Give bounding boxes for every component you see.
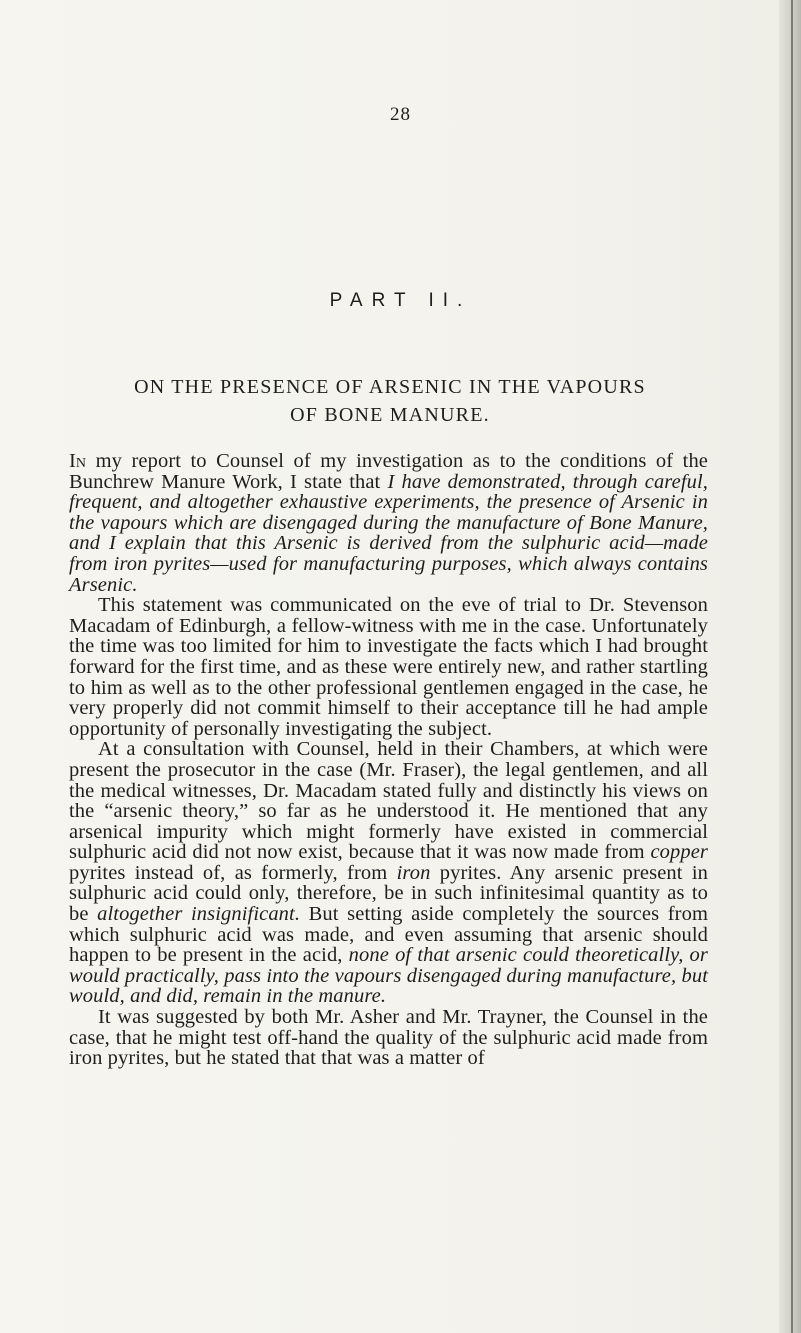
page-number: 28 xyxy=(390,104,411,125)
page-edge-shadow xyxy=(779,0,801,1333)
part-heading: PART II. xyxy=(329,290,472,311)
paragraph-3 xyxy=(69,739,708,1007)
chapter-title-line-2: OF BONE MANURE. xyxy=(290,404,490,426)
paragraph-3-italic-conclusion: none of that arsenic could theoretically, or would practically, pass into the vapours disengaged during manufacture, but would, and did, remain in the manure. xyxy=(69,944,708,1008)
paragraph-2: This statement was communicated on the eve of trial to Dr. Stevenson Macadam of Edinburgh, a fellow-witness with me in the case. Unfortunately the time was too limited for him to investigate the facts which I had brought forward for the first time, and as these were entirely new, and rather startling to him as well as to the other professional gentlemen engaged in the case, he very properly did not commit himself to their acceptance till he had ample opportunity of personally investigating the subject. xyxy=(69,594,708,740)
paragraph-3-italic-copper: copper xyxy=(650,841,708,864)
paragraph-1-text: my report to Counsel of my investigation as to the conditions of the Bunchrew Manure Work, I state that xyxy=(69,450,708,493)
chapter-title xyxy=(70,373,710,429)
page-edge-line xyxy=(791,0,793,1333)
paragraph-3-text-a: At a consultation with Counsel, held in their Chambers, at which were present the prosecutor in the case (Mr. Fraser), the legal gentlemen, and all the medical witnesses, Dr. Macadam stated fully and distinctly his views on the “arsenic theory,” so far as he understood it. He mentioned that any arsenical impurity which might formerly have existed in commercial sulphuric acid did not now exist, because that it was now made from xyxy=(69,738,708,864)
paragraph-3-text-c: pyrites. Any arsenic present in sulphuric acid could only, therefore, be in such infinitesimal quantity as to be xyxy=(69,861,708,926)
paragraph-4: It was suggested by both Mr. Asher and Mr. Trayner, the Counsel in the case, that he might test off-hand the quality of the sulphuric acid made from iron pyrites, but he stated that that was a matter of xyxy=(69,1006,708,1070)
paragraph-1-italic: I have demonstrated, through careful, frequent, and altogether exhaustive experiments, the presence of Arsenic in the vapours which are disengaged during the manufacture of Bone Manure, and I explain that this Arsenic is derived from the sulphuric acid—made from iron pyrites—used for manufacturing purposes, which always contains Arsenic. xyxy=(69,470,708,596)
chapter-title-line-1: ON THE PRESENCE OF ARSENIC IN THE VAPOURS xyxy=(134,376,646,398)
paragraph-3-text-b: pyrites instead of, as formerly, from xyxy=(69,861,397,884)
paragraph-3-text-d: But setting aside completely the sources from which sulphuric acid was made, and even assuming that arsenic should happen to be present in the acid, xyxy=(69,903,708,967)
paragraph-3-italic-insignificant: altogether insignificant. xyxy=(97,903,301,926)
paragraph-1 xyxy=(69,451,708,595)
paragraph-3-italic-iron: iron xyxy=(396,861,431,884)
paragraph-1-lead: In xyxy=(69,450,87,472)
body-text xyxy=(69,451,708,1069)
